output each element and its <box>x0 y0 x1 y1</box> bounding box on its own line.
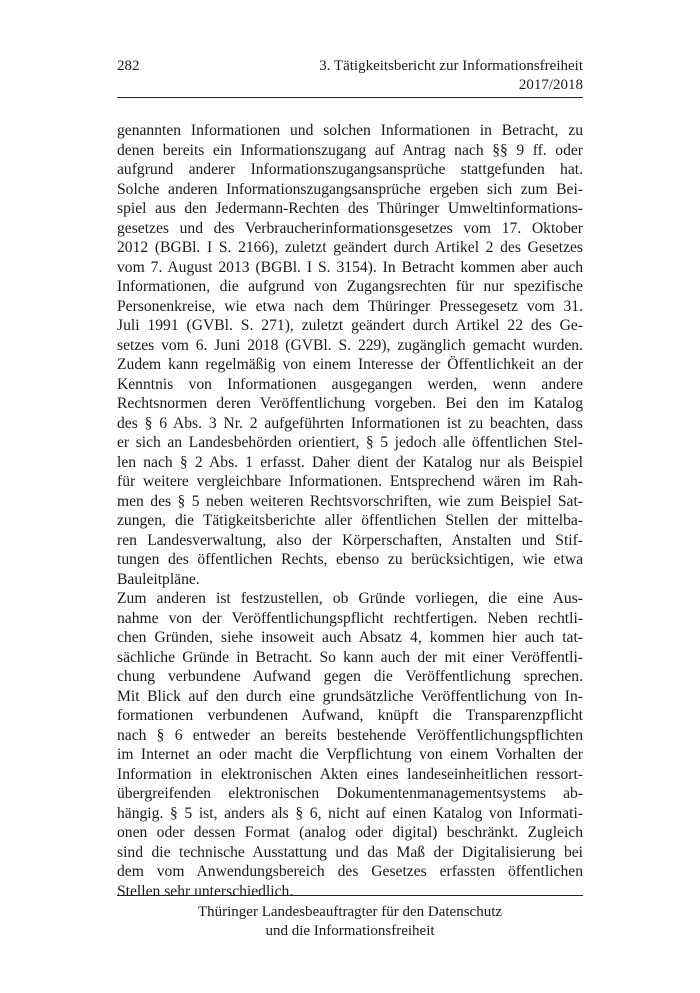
text-line: Juli 1991 (GVBl. S. 271), zuletzt geändert durch Artikel 22 des Ge- <box>117 317 583 334</box>
paragraph <box>117 121 583 589</box>
text-line: des § 6 Abs. 3 Nr. 2 aufgeführten Informationen ist zu beachten, dass <box>117 414 583 432</box>
text-line: chen Gründen, siehe insoweit auch Absatz 4, kommen hier auch tat- <box>117 629 583 646</box>
text-line: er sich an Landesbehörden orientiert, § 5 jedoch alle öffentlichen Stel- <box>117 434 583 451</box>
text-line: nach § 6 entweder an bereits bestehende Veröffentlichungspflichten <box>117 726 583 744</box>
text-line: spiel aus den Jedermann-Rechten des Thüringer Umweltinformations- <box>117 200 583 217</box>
text-line: Rechtsnormen deren Veröffentlichung vorgeben. Bei den im Katalog <box>117 395 583 412</box>
text-line: übergreifenden elektronischen Dokumentenmanagementsystems ab- <box>117 785 583 802</box>
running-footer <box>117 895 583 941</box>
text-line: hängig. § 5 ist, anders als § 6, nicht auf einen Katalog von Informati- <box>117 804 583 822</box>
text-line: Mit Blick auf den durch eine grundsätzliche Veröffentlichung von In- <box>117 687 583 705</box>
paragraph <box>117 589 583 901</box>
text-line: Personenkreise, wie etwa nach dem Thüringer Pressegesetz vom 31. <box>117 297 583 315</box>
text-line: men des § 5 neben weiteren Rechtsvorschriften, wie zum Beispiel Sat- <box>117 492 583 510</box>
text-line: chung verbundene Aufwand gegen die Veröffentlichung sprechen. <box>117 668 583 685</box>
text-line: Information in elektronischen Akten eines landeseinheitlichen ressort- <box>117 765 583 783</box>
running-title-line-2: 2017/2018 <box>518 77 583 93</box>
text-line: vom 7. August 2013 (BGBl. I S. 3154). In Betracht kommen aber auch <box>117 258 583 276</box>
text-line: len nach § 2 Abs. 1 erfasst. Daher dient der Katalog nur als Beispiel <box>117 453 583 471</box>
text-line: denen bereits ein Informationszugang auf Antrag nach §§ 9 ff. oder <box>117 141 583 159</box>
page-number: 282 <box>117 58 140 74</box>
text-line: dem vom Anwendungsbereich des Gesetzes erfassten öffentlichen <box>117 863 583 880</box>
text-line: sächliche Gründe in Betracht. So kann auch der mit einer Veröffentli- <box>117 648 583 666</box>
footer-line-1: Thüringer Landesbeauftragter für den Datenschutz <box>197 904 503 920</box>
body-text <box>117 121 583 901</box>
text-line: nahme von der Veröffentlichungspflicht rechtfertigen. Neben rechtli- <box>117 609 583 627</box>
text-line: Informationen, die aufgrund von Zugangsrechten für nur spezifische <box>117 278 583 295</box>
text-line: zungen, die Tätigkeitsberichte aller öffentlichen Stellen der mittelba- <box>117 512 583 529</box>
running-title-line-1: 3. Tätigkeitsbericht zur Informationsfreiheit <box>319 58 583 74</box>
text-line: formationen verbundenen Aufwand, knüpft die Transparenzpflicht <box>117 707 583 724</box>
running-header <box>117 57 583 98</box>
text-line: aufgrund anderer Informationszugangsansprüche stattgefunden hat. <box>117 161 583 178</box>
text-line: Solche anderen Informationszugangsansprüche ergeben sich zum Bei- <box>117 180 583 198</box>
running-title <box>319 57 583 95</box>
text-line: Kenntnis von Informationen ausgegangen werden, wenn andere <box>117 375 583 393</box>
text-line: für weitere vergleichbare Informationen. Entsprechend wären im Rah- <box>117 473 583 490</box>
text-line: onen oder dessen Format (analog oder digital) beschränkt. Zugleich <box>117 824 583 841</box>
footer-line-2: und die Informationsfreiheit <box>265 923 435 939</box>
text-line: 2012 (BGBl. I S. 2166), zuletzt geändert durch Artikel 2 des Gesetzes <box>117 239 583 256</box>
text-line: Bauleitpläne. <box>117 570 200 588</box>
text-line: Zudem kann regelmäßig von einem Interesse der Öffentlichkeit an der <box>117 356 583 373</box>
text-line: ren Landesverwaltung, also der Körperschaften, Anstalten und Stif- <box>117 531 583 549</box>
text-line: Stellen sehr unterschiedlich. <box>117 882 294 900</box>
text-line: setzes vom 6. Juni 2018 (GVBl. S. 229), zugänglich gemacht wurden. <box>117 336 583 354</box>
text-line: gesetzes und des Verbraucherinformationsgesetzes vom 17. Oktober <box>117 219 583 237</box>
text-line: tungen des öffentlichen Rechts, ebenso zu berücksichtigen, wie etwa <box>117 551 583 568</box>
text-line: sind die technische Ausstattung und das Maß der Digitalisierung bei <box>117 843 583 861</box>
text-line: genannten Informationen und solchen Informationen in Betracht, zu <box>117 122 583 139</box>
text-line: Zum anderen ist festzustellen, ob Gründe vorliegen, die eine Aus- <box>117 590 583 607</box>
text-line: im Internet an oder macht die Verpflichtung von einem Vorhalten der <box>117 746 583 763</box>
